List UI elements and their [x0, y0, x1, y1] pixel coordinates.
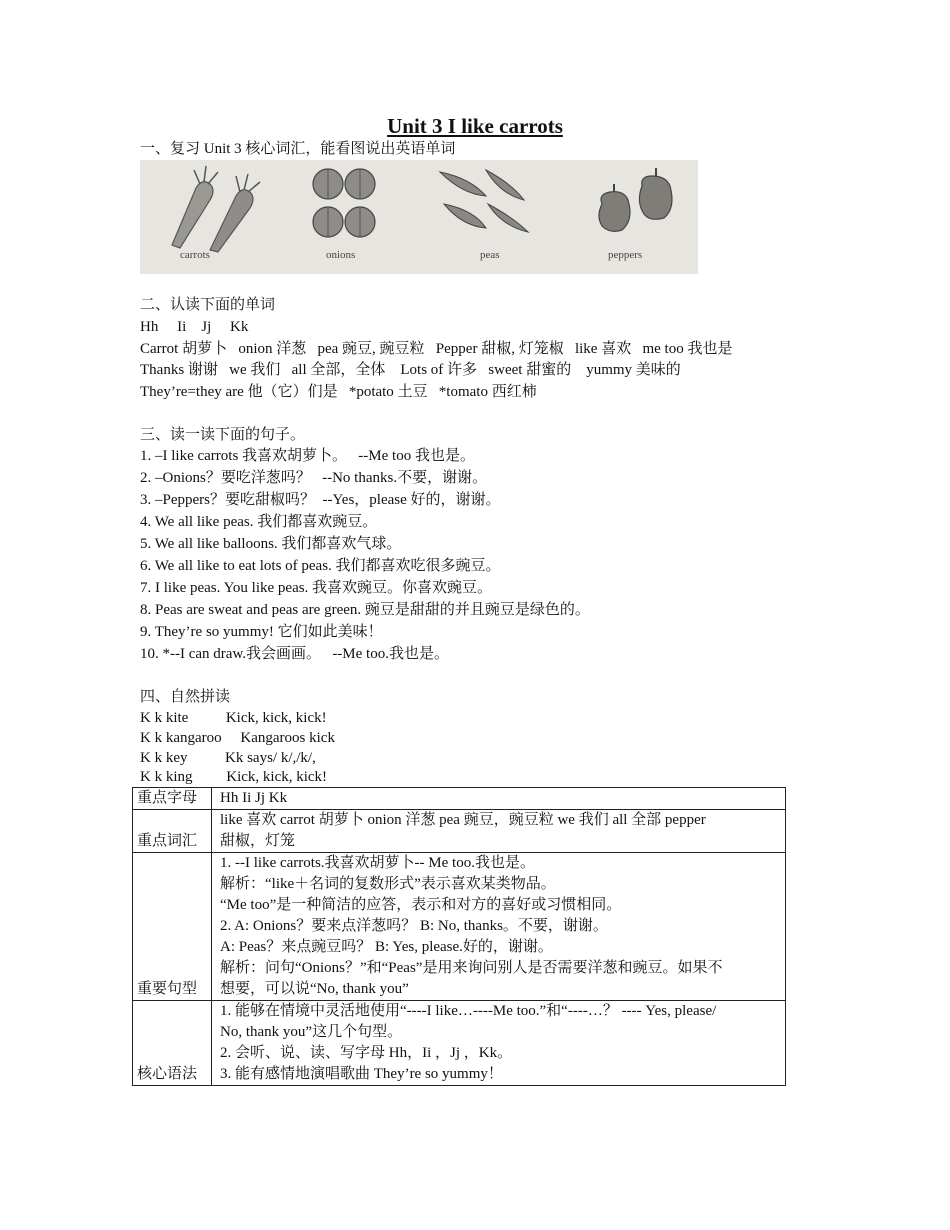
carrot-icon — [172, 166, 260, 252]
phonics-line: K k kangaroo Kangaroos kick — [140, 730, 335, 746]
page-title: Unit 3 I like carrots — [387, 114, 563, 138]
row-content — [212, 1001, 786, 1086]
content-line: like 喜欢 carrot 胡萝卜 onion 洋葱 pea 豌豆，豌豆粒 we 我们 all 全部 pepper — [220, 812, 706, 828]
content-line: 甜椒，灯笼 — [220, 833, 296, 849]
figure-label-carrots: carrots — [180, 249, 210, 261]
sentence-line: 10. *--I can draw.我会画画。 --Me too.我也是。 — [140, 646, 449, 662]
content-line: 3. 能有感情地演唱歌曲 They’re so yummy！ — [220, 1066, 503, 1082]
vegetables-illustration — [140, 160, 698, 274]
phonics-line: K k king Kick, kick, kick! — [140, 769, 328, 785]
summary-table — [132, 787, 786, 1086]
section2-heading: 二、认读下面的单词 — [140, 297, 276, 313]
phonics-line: K k kite Kick, kick, kick! — [140, 710, 327, 726]
row-label: 重点词汇 — [133, 810, 212, 853]
row-content — [212, 853, 786, 1001]
content-line: “Me too”是一种简洁的应答，表示和对方的喜好或习惯相同。 — [220, 897, 622, 913]
figure-label-peppers: peppers — [608, 249, 643, 261]
row-label: 重要句型 — [133, 853, 212, 1001]
content-line: 1. 能够在情境中灵活地使用“----I like…----Me too.”和“----…？ ---- Yes, please/ — [220, 1003, 717, 1019]
sentence-line: 9. They’re so yummy! 它们如此美味！ — [140, 624, 383, 640]
section2-line: They’re=they are 他（它）们是 *potato 土豆 *tomato 西红柿 — [140, 384, 537, 400]
pepper-icon — [599, 168, 672, 231]
phonics-line: K k key Kk says/ k/,/k/, — [140, 750, 316, 766]
sentence-line: 4. We all like peas. 我们都喜欢豌豆。 — [140, 514, 378, 530]
section4-heading: 四、自然拼读 — [140, 689, 231, 705]
onion-icon — [313, 169, 375, 237]
content-line: 2. 会听、说、读、写字母 Hh，Ii ，Jj ，Kk。 — [220, 1045, 513, 1061]
vegetables-figure — [140, 160, 698, 274]
content-line: 想要，可以说“No, thank you” — [220, 981, 409, 997]
sentence-line: 8. Peas are sweat and peas are green. 豌豆是甜甜的并且豌豆是绿色的。 — [140, 602, 590, 618]
sentence-line: 6. We all like to eat lots of peas. 我们都喜欢吃很多豌豆。 — [140, 558, 501, 574]
table-row — [133, 1001, 786, 1086]
sentence-line: 1. –I like carrots 我喜欢胡萝卜。 --Me too 我也是。 — [140, 448, 475, 464]
sentence-line: 7. I like peas. You like peas. 我喜欢豌豆。你喜欢豌豆。 — [140, 580, 493, 596]
section1-heading: 一、复习 Unit 3 核心词汇，能看图说出英语单词 — [140, 141, 456, 157]
row-content — [212, 810, 786, 853]
section2-line: Hh Ii Jj Kk — [140, 319, 249, 335]
table-row — [133, 810, 786, 853]
content-line: Hh Ii Jj Kk — [220, 790, 288, 806]
section2-line: Carrot 胡萝卜 onion 洋葱 pea 豌豆, 豌豆粒 Pepper 甜椒, 灯笼椒 like 喜欢 me too 我也是 — [140, 341, 733, 357]
table-row — [133, 788, 786, 810]
pea-pod-icon — [440, 170, 528, 232]
row-content — [212, 788, 786, 810]
content-line: 1. --I like carrots.我喜欢胡萝卜-- Me too.我也是。 — [220, 855, 535, 871]
section3-heading: 三、读一读下面的句子。 — [140, 427, 306, 443]
table-row — [133, 853, 786, 1001]
content-line: A: Peas？来点豌豆吗？ B: Yes, please.好的，谢谢。 — [220, 939, 553, 955]
content-line: 解析：问句“Onions？”和“Peas”是用来询问别人是否需要洋葱和豌豆。如果不 — [220, 960, 723, 976]
content-line: 解析：“like＋名词的复数形式”表示喜欢某类物品。 — [220, 876, 556, 892]
content-line: 2. A: Onions？要来点洋葱吗？ B: No, thanks。不要，谢谢。 — [220, 918, 608, 934]
figure-label-onions: onions — [326, 249, 356, 261]
figure-label-peas: peas — [480, 249, 500, 261]
sentence-line: 3. –Peppers？要吃甜椒吗？ --Yes，please 好的，谢谢。 — [140, 492, 501, 508]
sentence-line: 5. We all like balloons. 我们都喜欢气球。 — [140, 536, 402, 552]
content-line: No, thank you”这几个句型。 — [220, 1024, 403, 1040]
sentence-line: 2. –Onions？要吃洋葱吗？ --No thanks.不要，谢谢。 — [140, 470, 488, 486]
section2-line: Thanks 谢谢 we 我们 all 全部，全体 Lots of 许多 sweet 甜蜜的 yummy 美味的 — [140, 362, 681, 378]
row-label: 核心语法 — [133, 1001, 212, 1086]
row-label: 重点字母 — [133, 788, 212, 810]
